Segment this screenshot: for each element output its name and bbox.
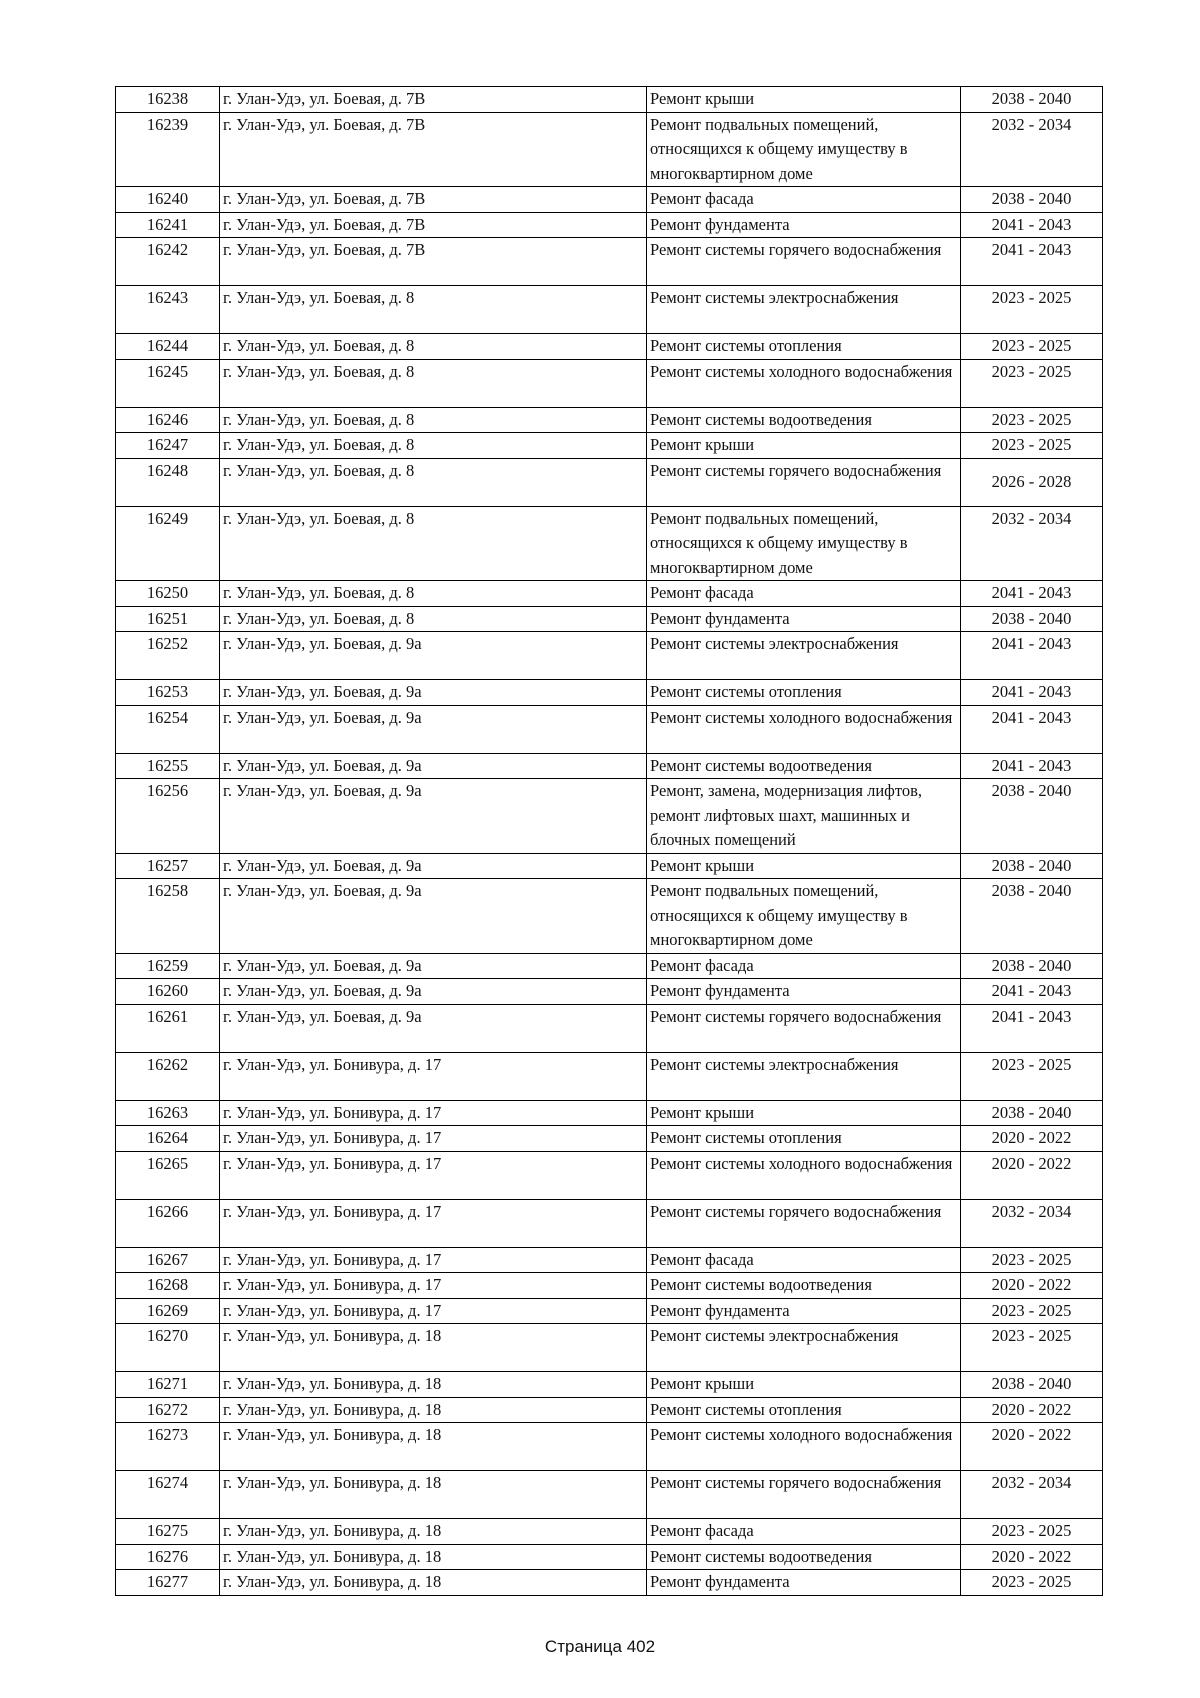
work-type-cell: Ремонт системы отопления bbox=[647, 334, 961, 360]
period-cell: 2032 - 2034 bbox=[961, 1471, 1103, 1519]
table-row bbox=[116, 87, 1103, 113]
period-cell: 2020 - 2022 bbox=[961, 1397, 1103, 1423]
period-cell: 2038 - 2040 bbox=[961, 879, 1103, 954]
table-row bbox=[116, 112, 1103, 187]
record-number: 16238 bbox=[116, 87, 220, 113]
address-cell: г. Улан-Удэ, ул. Бонивура, д. 18 bbox=[220, 1324, 647, 1372]
address-cell: г. Улан-Удэ, ул. Боевая, д. 9а bbox=[220, 680, 647, 706]
address-cell: г. Улан-Удэ, ул. Бонивура, д. 18 bbox=[220, 1397, 647, 1423]
address-cell: г. Улан-Удэ, ул. Боевая, д. 8 bbox=[220, 606, 647, 632]
address-cell: г. Улан-Удэ, ул. Бонивура, д. 18 bbox=[220, 1570, 647, 1596]
record-number: 16268 bbox=[116, 1273, 220, 1299]
record-number: 16264 bbox=[116, 1126, 220, 1152]
record-number: 16273 bbox=[116, 1423, 220, 1471]
work-type-cell: Ремонт системы горячего водоснабжения bbox=[647, 458, 961, 506]
work-type-cell: Ремонт системы водоотведения bbox=[647, 1544, 961, 1570]
record-number: 16272 bbox=[116, 1397, 220, 1423]
address-cell: г. Улан-Удэ, ул. Бонивура, д. 17 bbox=[220, 1126, 647, 1152]
address-cell: г. Улан-Удэ, ул. Боевая, д. 8 bbox=[220, 458, 647, 506]
address-cell: г. Улан-Удэ, ул. Бонивура, д. 17 bbox=[220, 1100, 647, 1126]
address-cell: г. Улан-Удэ, ул. Боевая, д. 8 bbox=[220, 433, 647, 459]
period-cell: 2041 - 2043 bbox=[961, 581, 1103, 607]
work-type-cell: Ремонт системы холодного водоснабжения bbox=[647, 1423, 961, 1471]
address-cell: г. Улан-Удэ, ул. Бонивура, д. 17 bbox=[220, 1273, 647, 1299]
repair-schedule-table bbox=[115, 86, 1103, 1596]
address-cell: г. Улан-Удэ, ул. Боевая, д. 8 bbox=[220, 506, 647, 581]
table-row bbox=[116, 953, 1103, 979]
period-cell: 2032 - 2034 bbox=[961, 1199, 1103, 1247]
address-cell: г. Улан-Удэ, ул. Боевая, д. 9а bbox=[220, 853, 647, 879]
table-row bbox=[116, 1126, 1103, 1152]
address-cell: г. Улан-Удэ, ул. Боевая, д. 9а bbox=[220, 1004, 647, 1052]
period-cell: 2041 - 2043 bbox=[961, 753, 1103, 779]
address-cell: г. Улан-Удэ, ул. Бонивура, д. 18 bbox=[220, 1423, 647, 1471]
table-row bbox=[116, 779, 1103, 854]
record-number: 16250 bbox=[116, 581, 220, 607]
address-cell: г. Улан-Удэ, ул. Боевая, д. 7В bbox=[220, 212, 647, 238]
work-type-cell: Ремонт системы отопления bbox=[647, 1397, 961, 1423]
period-cell: 2041 - 2043 bbox=[961, 979, 1103, 1005]
record-number: 16265 bbox=[116, 1151, 220, 1199]
work-type-cell: Ремонт системы водоотведения bbox=[647, 1273, 961, 1299]
period-cell: 2038 - 2040 bbox=[961, 779, 1103, 854]
period-cell: 2023 - 2025 bbox=[961, 1247, 1103, 1273]
record-number: 16249 bbox=[116, 506, 220, 581]
address-cell: г. Улан-Удэ, ул. Боевая, д. 8 bbox=[220, 407, 647, 433]
table-row bbox=[116, 187, 1103, 213]
work-type-cell: Ремонт крыши bbox=[647, 1100, 961, 1126]
period-cell: 2023 - 2025 bbox=[961, 1052, 1103, 1100]
table-row bbox=[116, 1471, 1103, 1519]
record-number: 16256 bbox=[116, 779, 220, 854]
table-row bbox=[116, 753, 1103, 779]
address-cell: г. Улан-Удэ, ул. Бонивура, д. 18 bbox=[220, 1544, 647, 1570]
period-cell: 2038 - 2040 bbox=[961, 953, 1103, 979]
work-type-cell: Ремонт системы электроснабжения bbox=[647, 286, 961, 334]
period-cell: 2041 - 2043 bbox=[961, 632, 1103, 680]
work-type-cell: Ремонт системы водоотведения bbox=[647, 753, 961, 779]
table-row bbox=[116, 1519, 1103, 1545]
address-cell: г. Улан-Удэ, ул. Боевая, д. 8 bbox=[220, 581, 647, 607]
period-cell: 2041 - 2043 bbox=[961, 680, 1103, 706]
table-row bbox=[116, 1273, 1103, 1299]
address-cell: г. Улан-Удэ, ул. Бонивура, д. 18 bbox=[220, 1471, 647, 1519]
record-number: 16262 bbox=[116, 1052, 220, 1100]
work-type-cell: Ремонт фасада bbox=[647, 1247, 961, 1273]
work-type-cell: Ремонт системы горячего водоснабжения bbox=[647, 1004, 961, 1052]
period-cell: 2023 - 2025 bbox=[961, 1324, 1103, 1372]
record-number: 16276 bbox=[116, 1544, 220, 1570]
work-type-cell: Ремонт системы отопления bbox=[647, 1126, 961, 1152]
period-cell: 2038 - 2040 bbox=[961, 853, 1103, 879]
table-row bbox=[116, 1151, 1103, 1199]
address-cell: г. Улан-Удэ, ул. Боевая, д. 9а bbox=[220, 753, 647, 779]
record-number: 16275 bbox=[116, 1519, 220, 1545]
address-cell: г. Улан-Удэ, ул. Бонивура, д. 17 bbox=[220, 1298, 647, 1324]
address-cell: г. Улан-Удэ, ул. Боевая, д. 9а bbox=[220, 705, 647, 753]
work-type-cell: Ремонт фасада bbox=[647, 581, 961, 607]
period-cell: 2020 - 2022 bbox=[961, 1151, 1103, 1199]
period-cell: 2020 - 2022 bbox=[961, 1544, 1103, 1570]
table-row bbox=[116, 1004, 1103, 1052]
record-number: 16259 bbox=[116, 953, 220, 979]
table-row bbox=[116, 1298, 1103, 1324]
record-number: 16245 bbox=[116, 359, 220, 407]
table-row bbox=[116, 705, 1103, 753]
record-number: 16274 bbox=[116, 1471, 220, 1519]
address-cell: г. Улан-Удэ, ул. Боевая, д. 7В bbox=[220, 112, 647, 187]
table-row bbox=[116, 853, 1103, 879]
period-cell: 2038 - 2040 bbox=[961, 1372, 1103, 1398]
work-type-cell: Ремонт системы горячего водоснабжения bbox=[647, 1199, 961, 1247]
table-row bbox=[116, 359, 1103, 407]
record-number: 16251 bbox=[116, 606, 220, 632]
record-number: 16253 bbox=[116, 680, 220, 706]
table-row bbox=[116, 286, 1103, 334]
period-cell: 2038 - 2040 bbox=[961, 87, 1103, 113]
table-row bbox=[116, 238, 1103, 286]
work-type-cell: Ремонт системы водоотведения bbox=[647, 407, 961, 433]
table-row bbox=[116, 1100, 1103, 1126]
record-number: 16260 bbox=[116, 979, 220, 1005]
work-type-cell: Ремонт фундамента bbox=[647, 1298, 961, 1324]
work-type-cell: Ремонт крыши bbox=[647, 853, 961, 879]
record-number: 16267 bbox=[116, 1247, 220, 1273]
record-number: 16242 bbox=[116, 238, 220, 286]
page-number: Страница 402 bbox=[544, 1637, 656, 1656]
record-number: 16270 bbox=[116, 1324, 220, 1372]
record-number: 16248 bbox=[116, 458, 220, 506]
table-row bbox=[116, 680, 1103, 706]
work-type-cell: Ремонт подвальных помещений, относящихся к общему имуществу в многоквартирном доме bbox=[647, 879, 961, 954]
table-row bbox=[116, 212, 1103, 238]
period-cell: 2038 - 2040 bbox=[961, 606, 1103, 632]
period-cell: 2020 - 2022 bbox=[961, 1273, 1103, 1299]
record-number: 16257 bbox=[116, 853, 220, 879]
address-cell: г. Улан-Удэ, ул. Боевая, д. 7В bbox=[220, 238, 647, 286]
work-type-cell: Ремонт системы холодного водоснабжения bbox=[647, 705, 961, 753]
table-row bbox=[116, 1570, 1103, 1596]
record-number: 16258 bbox=[116, 879, 220, 954]
table-row bbox=[116, 1423, 1103, 1471]
record-number: 16266 bbox=[116, 1199, 220, 1247]
record-number: 16254 bbox=[116, 705, 220, 753]
address-cell: г. Улан-Удэ, ул. Боевая, д. 9а bbox=[220, 632, 647, 680]
record-number: 16255 bbox=[116, 753, 220, 779]
record-number: 16261 bbox=[116, 1004, 220, 1052]
table-row bbox=[116, 879, 1103, 954]
record-number: 16269 bbox=[116, 1298, 220, 1324]
table-row bbox=[116, 334, 1103, 360]
table-body bbox=[116, 87, 1103, 1596]
record-number: 16240 bbox=[116, 187, 220, 213]
table-row bbox=[116, 1372, 1103, 1398]
work-type-cell: Ремонт фундамента bbox=[647, 212, 961, 238]
record-number: 16244 bbox=[116, 334, 220, 360]
address-cell: г. Улан-Удэ, ул. Бонивура, д. 17 bbox=[220, 1052, 647, 1100]
period-cell: 2032 - 2034 bbox=[961, 112, 1103, 187]
work-type-cell: Ремонт системы холодного водоснабжения bbox=[647, 359, 961, 407]
record-number: 16252 bbox=[116, 632, 220, 680]
table-row bbox=[116, 1544, 1103, 1570]
record-number: 16246 bbox=[116, 407, 220, 433]
table-row bbox=[116, 1199, 1103, 1247]
work-type-cell: Ремонт крыши bbox=[647, 1372, 961, 1398]
period-cell: 2023 - 2025 bbox=[961, 1298, 1103, 1324]
work-type-cell: Ремонт фасада bbox=[647, 187, 961, 213]
work-type-cell: Ремонт системы горячего водоснабжения bbox=[647, 1471, 961, 1519]
address-cell: г. Улан-Удэ, ул. Бонивура, д. 18 bbox=[220, 1519, 647, 1545]
work-type-cell: Ремонт, замена, модернизация лифтов, ремонт лифтовых шахт, машинных и блочных помещений bbox=[647, 779, 961, 854]
period-cell: 2023 - 2025 bbox=[961, 407, 1103, 433]
table-row bbox=[116, 632, 1103, 680]
address-cell: г. Улан-Удэ, ул. Боевая, д. 9а bbox=[220, 779, 647, 854]
period-cell: 2038 - 2040 bbox=[961, 1100, 1103, 1126]
address-cell: г. Улан-Удэ, ул. Бонивура, д. 17 bbox=[220, 1151, 647, 1199]
work-type-cell: Ремонт подвальных помещений, относящихся к общему имуществу в многоквартирном доме bbox=[647, 506, 961, 581]
address-cell: г. Улан-Удэ, ул. Бонивура, д. 17 bbox=[220, 1247, 647, 1273]
period-cell: 2023 - 2025 bbox=[961, 286, 1103, 334]
period-cell: 2023 - 2025 bbox=[961, 359, 1103, 407]
address-cell: г. Улан-Удэ, ул. Боевая, д. 8 bbox=[220, 359, 647, 407]
table-row bbox=[116, 581, 1103, 607]
record-number: 16277 bbox=[116, 1570, 220, 1596]
work-type-cell: Ремонт фундамента bbox=[647, 979, 961, 1005]
work-type-cell: Ремонт системы электроснабжения bbox=[647, 1324, 961, 1372]
period-cell: 2041 - 2043 bbox=[961, 212, 1103, 238]
address-cell: г. Улан-Удэ, ул. Боевая, д. 9а bbox=[220, 879, 647, 954]
address-cell: г. Улан-Удэ, ул. Боевая, д. 9а bbox=[220, 979, 647, 1005]
work-type-cell: Ремонт системы горячего водоснабжения bbox=[647, 238, 961, 286]
period-cell: 2023 - 2025 bbox=[961, 1519, 1103, 1545]
table-row bbox=[116, 1324, 1103, 1372]
period-cell: 2023 - 2025 bbox=[961, 1570, 1103, 1596]
work-type-cell: Ремонт фундамента bbox=[647, 606, 961, 632]
table-row bbox=[116, 458, 1103, 506]
table-row bbox=[116, 1052, 1103, 1100]
record-number: 16247 bbox=[116, 433, 220, 459]
period-cell: 2020 - 2022 bbox=[961, 1126, 1103, 1152]
period-cell: 2023 - 2025 bbox=[961, 334, 1103, 360]
address-cell: г. Улан-Удэ, ул. Боевая, д. 8 bbox=[220, 334, 647, 360]
table-row bbox=[116, 506, 1103, 581]
work-type-cell: Ремонт крыши bbox=[647, 433, 961, 459]
address-cell: г. Улан-Удэ, ул. Боевая, д. 9а bbox=[220, 953, 647, 979]
table-row bbox=[116, 1397, 1103, 1423]
record-number: 16241 bbox=[116, 212, 220, 238]
record-number: 16271 bbox=[116, 1372, 220, 1398]
work-type-cell: Ремонт системы холодного водоснабжения bbox=[647, 1151, 961, 1199]
period-cell: 2023 - 2025 bbox=[961, 433, 1103, 459]
address-cell: г. Улан-Удэ, ул. Боевая, д. 7В bbox=[220, 187, 647, 213]
period-cell: 2038 - 2040 bbox=[961, 187, 1103, 213]
work-type-cell: Ремонт фасада bbox=[647, 1519, 961, 1545]
address-cell: г. Улан-Удэ, ул. Бонивура, д. 17 bbox=[220, 1199, 647, 1247]
table-row bbox=[116, 606, 1103, 632]
record-number: 16239 bbox=[116, 112, 220, 187]
work-type-cell: Ремонт системы электроснабжения bbox=[647, 1052, 961, 1100]
work-type-cell: Ремонт системы отопления bbox=[647, 680, 961, 706]
table-row bbox=[116, 1247, 1103, 1273]
table-row bbox=[116, 979, 1103, 1005]
work-type-cell: Ремонт системы электроснабжения bbox=[647, 632, 961, 680]
period-cell: 2041 - 2043 bbox=[961, 705, 1103, 753]
period-cell: 2041 - 2043 bbox=[961, 1004, 1103, 1052]
record-number: 16263 bbox=[116, 1100, 220, 1126]
address-cell: г. Улан-Удэ, ул. Боевая, д. 8 bbox=[220, 286, 647, 334]
record-number: 16243 bbox=[116, 286, 220, 334]
period-cell: 2041 - 2043 bbox=[961, 238, 1103, 286]
period-cell: 2032 - 2034 bbox=[961, 506, 1103, 581]
work-type-cell: Ремонт фасада bbox=[647, 953, 961, 979]
period-cell: 2026 - 2028 bbox=[961, 458, 1103, 506]
address-cell: г. Улан-Удэ, ул. Боевая, д. 7В bbox=[220, 87, 647, 113]
work-type-cell: Ремонт фундамента bbox=[647, 1570, 961, 1596]
address-cell: г. Улан-Удэ, ул. Бонивура, д. 18 bbox=[220, 1372, 647, 1398]
table-row bbox=[116, 433, 1103, 459]
work-type-cell: Ремонт крыши bbox=[647, 87, 961, 113]
period-cell: 2020 - 2022 bbox=[961, 1423, 1103, 1471]
table-row bbox=[116, 407, 1103, 433]
work-type-cell: Ремонт подвальных помещений, относящихся к общему имуществу в многоквартирном доме bbox=[647, 112, 961, 187]
